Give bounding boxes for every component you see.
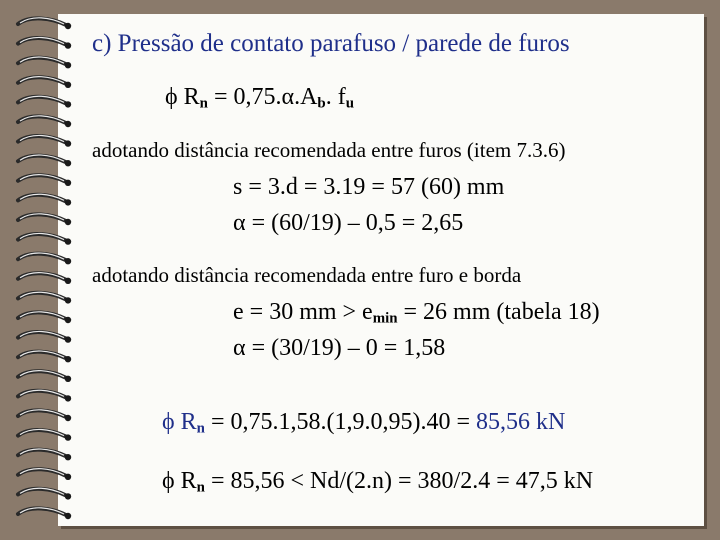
binding-ring (18, 233, 71, 244)
binding-ring (18, 214, 71, 225)
resistance-formula: ϕ $R_n = 0,75.\alpha.A_b$. $f_u$ (165, 84, 354, 112)
binding-ring (18, 194, 71, 205)
binding-ring (18, 273, 71, 284)
slide-title: c) Pressão de contato parafuso / parede de furos (92, 30, 570, 57)
spacing-equation: s = 3.d = 3.19 = 57 (60) mm (233, 174, 505, 200)
binding-ring (18, 155, 71, 166)
binding-ring (18, 116, 71, 127)
alpha-symbol: α (281, 84, 295, 110)
binding-ring (18, 18, 71, 29)
binding-ring (18, 175, 71, 186)
binding-ring (18, 508, 71, 519)
binding-ring (18, 429, 71, 440)
binding-ring (18, 331, 71, 342)
result-value: 85,56 kN (476, 409, 566, 435)
binding-ring (18, 253, 71, 264)
binding-ring (18, 57, 71, 68)
binding-ring (18, 37, 71, 48)
note-edge-distance: adotando distância recomendada entre furo e borda (92, 263, 522, 287)
binding-ring (18, 449, 71, 460)
alpha-equation-1: α = (60/19) – 0,5 = 2,65 (233, 210, 464, 236)
result-equation-2: ϕ $R_n = 85,56 < Nd/(2.n) = 380/2.4 = 47,5$ kN (162, 468, 594, 496)
phi-symbol: ϕ (165, 84, 178, 110)
binding-ring (18, 292, 71, 303)
spiral-binding-icon (0, 0, 80, 540)
binding-ring (18, 371, 71, 382)
binding-ring (18, 488, 71, 499)
binding-ring (18, 390, 71, 401)
binding-ring (18, 77, 71, 88)
note-hole-spacing: adotando distância recomendada entre furos (item 7.3.6) (92, 138, 566, 162)
binding-ring (18, 351, 71, 362)
edge-equation: e = 30 mm > $e_{min} = 26$ mm (tabela 18) (233, 299, 600, 327)
binding-ring (18, 135, 71, 146)
binding-ring (18, 410, 71, 421)
binding-ring (18, 96, 71, 107)
binding-ring (18, 312, 71, 323)
result-equation-1: ϕ $R_n = 0,75.1,58.(1,9.0,95).40 = 85,56$ kN (162, 409, 566, 437)
binding-ring (18, 469, 71, 480)
alpha-equation-2: α = (30/19) – 0 = 1,58 (233, 335, 446, 361)
